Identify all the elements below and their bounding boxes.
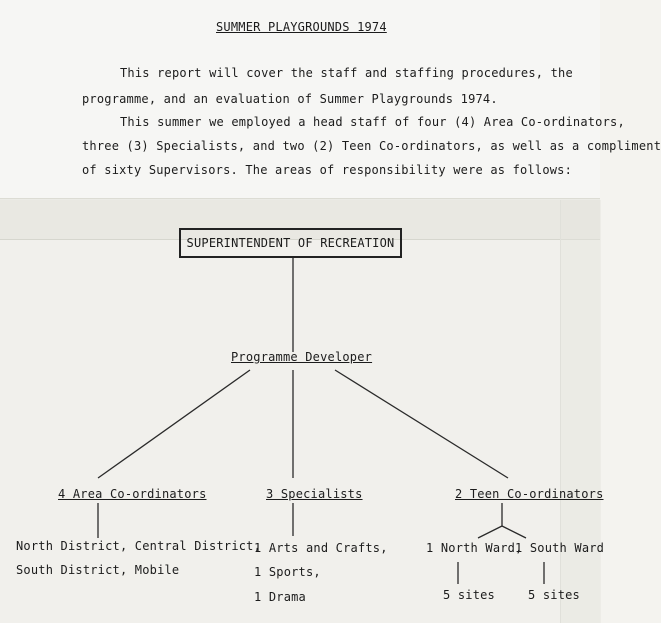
north-ward-sites: 5 sites xyxy=(443,588,495,602)
paragraph-2-line-2: three (3) Specialists, and two (2) Teen Co-ordinators, as well as a compliment xyxy=(82,139,661,153)
connector-to-teen xyxy=(335,370,508,478)
superintendent-label: SUPERINTENDENT OF RECREATION xyxy=(186,236,395,250)
teen-north-ward: 1 North Ward, xyxy=(426,541,523,555)
teen-south-ward: 1 South Ward xyxy=(515,541,605,555)
document-title: SUMMER PLAYGROUNDS 1974 xyxy=(216,20,387,34)
paragraph-2-line-3: of sixty Supervisors. The areas of responsibility were as follows: xyxy=(82,163,573,177)
paragraph-2-line-1: This summer we employed a head staff of four (4) Area Co-ordinators, xyxy=(120,115,625,129)
specialist-item-1: 1 Arts and Crafts, xyxy=(254,541,388,555)
teen-coordinators-heading: 2 Teen Co-ordinators xyxy=(455,487,604,501)
area-coordinators-heading: 4 Area Co-ordinators xyxy=(58,487,207,501)
superintendent-box xyxy=(179,228,402,258)
area-item-2: South District, Mobile xyxy=(16,563,180,577)
specialist-item-3: 1 Drama xyxy=(254,590,306,604)
connector-to-area xyxy=(98,370,250,478)
connector-teen-right xyxy=(502,526,526,538)
specialists-heading: 3 Specialists xyxy=(266,487,363,501)
south-ward-sites: 5 sites xyxy=(528,588,580,602)
programme-developer-label: Programme Developer xyxy=(231,350,373,364)
paragraph-1-line-2: programme, and an evaluation of Summer Playgrounds 1974. xyxy=(82,92,498,106)
connector-teen-left xyxy=(478,526,502,538)
paragraph-1-line-1: This report will cover the staff and staffing procedures, the xyxy=(120,66,573,80)
specialist-item-2: 1 Sports, xyxy=(254,565,321,579)
area-item-1: North District, Central District, xyxy=(16,539,262,553)
